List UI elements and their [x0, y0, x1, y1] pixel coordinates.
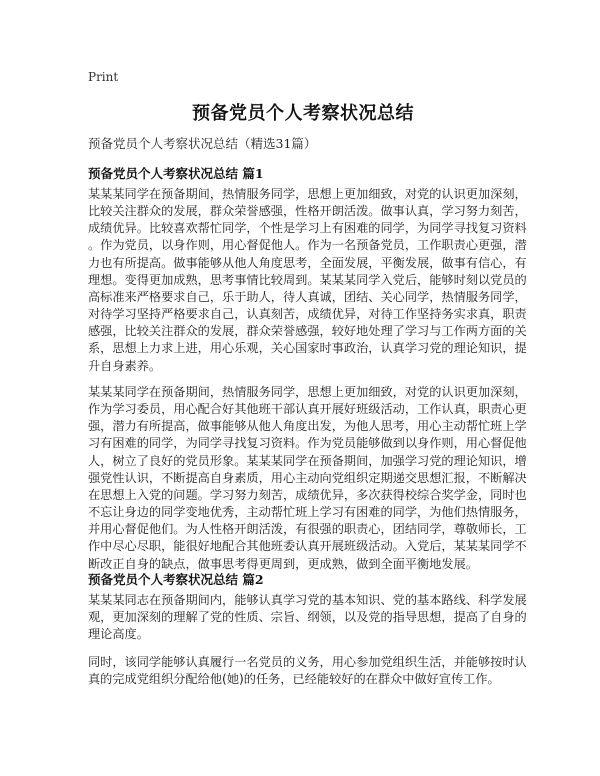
text-line: 作为学习委员，用心配合好其他班干部认真开展好班级活动，工作认真，职责心更 [88, 402, 527, 417]
paragraph-1-2 [88, 384, 527, 573]
text-line: 在思想上入党的问题。学习努力刻苦，成绩优异，多次获得校综合奖学金，同时也 [88, 487, 527, 502]
text-line: 并用心督促他们。为人性格开朗活泼，有很强的职责心，团结同学，尊敬师长，工 [88, 522, 527, 537]
text-line: 观，更加深刻的理解了党的性质、宗旨、纲领，以及党的指导思想，提高了自身的 [88, 610, 527, 625]
text-line: 人，树立了良好的党员形象。某某某同学在预备期间，加强学习党的理论知识，增 [88, 453, 527, 468]
text-line: 强党性认识，不断提高自身素质，用心主动向党组织定期递交思想汇报，不断解决 [88, 470, 527, 485]
document-title: 预备党员个人考察状况总结 [192, 103, 414, 124]
document-subtitle: 预备党员个人考察状况总结（精选31篇） [88, 136, 317, 151]
text-line: 断改正自身的缺点，做事思考得更周到，更成熟，做到全面平衡地发展。 [88, 556, 478, 571]
section-heading-1: 预备党员个人考察状况总结 篇1 [88, 166, 264, 181]
text-line: 理想。变得更加成熟，思考事情比较周到。某某某同学入党后，能够时刻以党员的 [88, 272, 527, 287]
text-line: 比较关注群众的发展，群众荣誉感强，性格开朗活泼。做事认真，学习努力刻苦， [88, 204, 527, 219]
text-line: 系，思想上力求上进，用心乐观，关心国家时事政治，认真学习党的理论知识，提 [88, 341, 527, 356]
text-line: 习有困难的同学，为同学寻找复习资料。作为党员能够做到以身作则，用心督促他 [88, 436, 527, 451]
text-line: 某某某同志在预备期间内，能够认真学习党的基本知识、党的基本路线、科学发展 [88, 593, 527, 607]
text-line: 不忘让身边的同学变地优秀，主动帮忙班上学习有困难的同学，为他们热情服务， [88, 505, 527, 520]
text-line: 成绩优异。比较喜欢帮忙同学，个性是学习上有困难的同学，为同学寻找复习资料 [88, 221, 527, 236]
text-line: 作中尽心尽职，能很好地配合其他班委认真开展班级活动。入党后，某某某同学不 [88, 539, 527, 554]
paragraph-2-1 [88, 592, 527, 643]
text-line: 力也有所提高。做事能够从他人角度思考，全面发展，平衡发展，做事有信心，有 [88, 255, 527, 270]
paragraph-2-2 [88, 654, 527, 688]
text-line: 升自身素养。 [88, 358, 162, 373]
text-line: 。作为党员，以身作则，用心督促他人。作为一名预备党员，工作职责心更强，潜 [88, 238, 527, 253]
section-heading-2: 预备党员个人考察状况总结 篇2 [88, 572, 264, 587]
text-line: 某某某同学在预备期间，热情服务同学，思想上更加细致，对党的认识更加深刻， [88, 385, 527, 399]
text-line: 强，潜力有所提高，做事能够从他人角度出发，为他人思考，用心主动帮忙班上学 [88, 419, 527, 434]
text-line: 高标准来严格要求自己，乐于助人，待人真诚，团结、关心同学，热情服务同学， [88, 289, 527, 304]
text-line: 真的完成党组织分配给他(她)的任务，已经能较好的在群众中做好宣传工作。 [88, 672, 500, 687]
text-line: 理论高度。 [88, 627, 149, 642]
text-line: 某某某同学在预备期间，热情服务同学，思想上更加细致，对党的认识更加深刻， [88, 187, 527, 201]
paragraph-1-1 [88, 186, 527, 375]
print-link[interactable]: Print [88, 70, 119, 84]
text-line: 感强，比较关注群众的发展，群众荣誉感强，较好地处理了学习与工作两方面的关 [88, 324, 527, 339]
text-line: 对待学习坚持严格要求自己，认真刻苦，成绩优异，对待工作坚持务实求真，职责 [88, 307, 527, 322]
text-line: 同时，该同学能够认真履行一名党员的义务，用心参加党组织生活，并能够按时认 [88, 655, 527, 669]
